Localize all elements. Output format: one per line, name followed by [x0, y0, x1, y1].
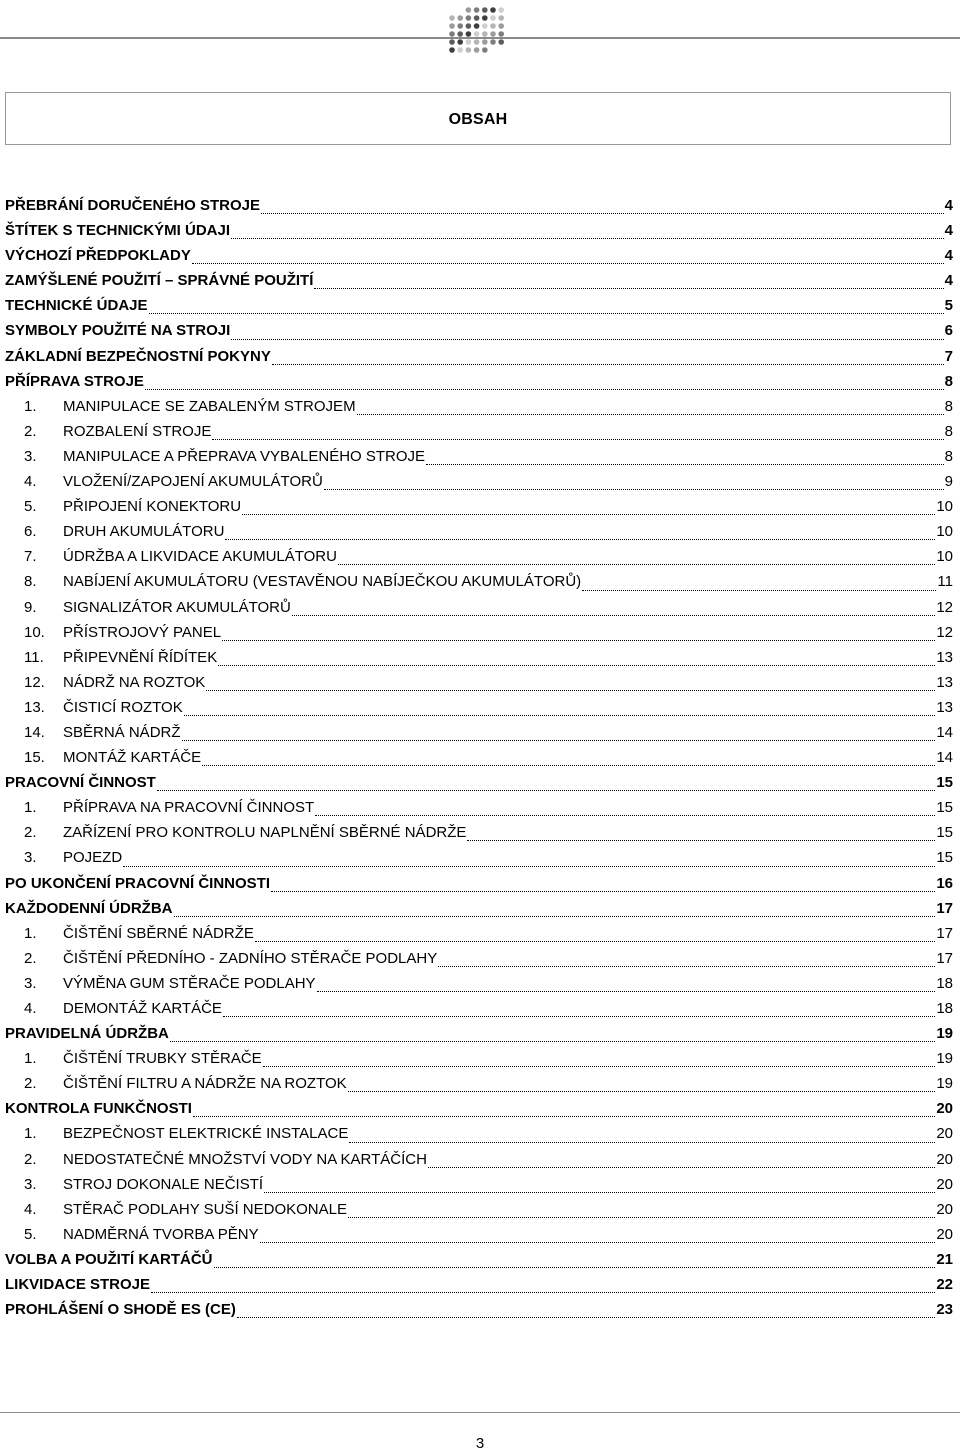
toc-entry[interactable]: [5, 724, 953, 749]
toc-dot-leader: [218, 664, 935, 666]
toc-dot-leader: [317, 990, 936, 992]
toc-entry[interactable]: [5, 1000, 953, 1025]
toc-entry-page: 14: [936, 749, 953, 767]
logo-dot: [482, 47, 488, 53]
toc-entry[interactable]: [5, 1301, 953, 1326]
toc-entry-title: DRUH AKUMULÁTORU: [63, 523, 225, 541]
toc-entry-number: 5.: [24, 498, 37, 516]
toc-entry[interactable]: [5, 875, 953, 900]
toc-entry-title: PROHLÁŠENÍ O SHODĚ ES (CE): [5, 1301, 236, 1319]
toc-dot-leader: [157, 789, 935, 791]
toc-entry-title: KAŽDODENNÍ ÚDRŽBA: [5, 899, 173, 917]
toc-dot-leader: [438, 965, 935, 967]
toc-entry-page: 15: [936, 824, 953, 842]
toc-dot-leader: [349, 1141, 935, 1143]
toc-dot-leader: [151, 1291, 935, 1293]
toc-entry-page: 20: [936, 1100, 953, 1118]
toc-entry[interactable]: [5, 1050, 953, 1075]
logo-dot: [490, 23, 496, 29]
toc-entry-title: KONTROLA FUNKČNOSTI: [5, 1100, 192, 1118]
toc-entry[interactable]: [5, 1201, 953, 1226]
toc-dot-leader: [242, 513, 935, 515]
toc-entry-title: SYMBOLY POUŽITÉ NA STROJI: [5, 322, 231, 340]
toc-entry[interactable]: [5, 1025, 953, 1050]
toc-entry[interactable]: [5, 749, 953, 774]
toc-dot-leader: [426, 463, 944, 465]
logo-dot: [490, 31, 496, 37]
logo-dot: [466, 23, 472, 29]
toc-entry-page: 21: [936, 1250, 953, 1268]
toc-entry-page: 22: [936, 1276, 953, 1294]
toc-entry[interactable]: [5, 925, 953, 950]
toc-entry[interactable]: [5, 599, 953, 624]
toc-entry-title: PO UKONČENÍ PRACOVNÍ ČINNOSTI: [5, 874, 271, 892]
toc-entry-title: ČIŠTĚNÍ TRUBKY STĚRAČE: [63, 1050, 262, 1068]
toc-entry-page: 8: [944, 422, 953, 440]
logo-dot: [482, 15, 488, 21]
toc-entry[interactable]: [5, 222, 953, 247]
toc-entry-title: ZAŘÍZENÍ PRO KONTROLU NAPLNĚNÍ SBĚRNÉ NÁDRŽE: [63, 824, 467, 842]
toc-entry-page: 12: [936, 598, 953, 616]
toc-dot-leader: [582, 589, 936, 591]
toc-entry-page: 20: [936, 1175, 953, 1193]
table-of-contents: [5, 197, 953, 1326]
toc-entry-page: 23: [936, 1301, 953, 1319]
toc-dot-leader: [263, 1065, 936, 1067]
logo-dot: [498, 31, 504, 37]
toc-entry[interactable]: [5, 523, 953, 548]
toc-entry-page: 15: [936, 774, 953, 792]
toc-entry[interactable]: [5, 1176, 953, 1201]
toc-entry[interactable]: [5, 348, 953, 373]
toc-dot-leader: [184, 714, 936, 716]
toc-entry-number: 15.: [24, 749, 45, 767]
toc-entry[interactable]: [5, 1125, 953, 1150]
logo-dot: [449, 39, 455, 45]
toc-entry-title: ČIŠTĚNÍ FILTRU A NÁDRŽE NA ROZTOK: [63, 1075, 347, 1093]
toc-entry-title: STĚRAČ PODLAHY SUŠÍ NEDOKONALE: [63, 1200, 347, 1218]
toc-entry-title: PŘEBRÁNÍ DORUČENÉHO STROJE: [5, 197, 261, 214]
toc-dot-leader: [202, 764, 935, 766]
logo-dot: [490, 7, 496, 13]
toc-entry[interactable]: [5, 423, 953, 448]
toc-entry-number: 12.: [24, 673, 45, 691]
toc-dot-leader: [149, 312, 944, 314]
toc-entry[interactable]: [5, 548, 953, 573]
toc-entry[interactable]: [5, 849, 953, 874]
toc-dot-leader: [348, 1216, 935, 1218]
logo-dot: [482, 7, 488, 13]
toc-entry-page: 18: [936, 1000, 953, 1017]
toc-dot-leader: [231, 237, 944, 239]
toc-entry-page: 4: [944, 247, 953, 265]
toc-entry[interactable]: [5, 1151, 953, 1176]
toc-entry-title: ČIŠTĚNÍ SBĚRNÉ NÁDRŽE: [63, 924, 254, 942]
toc-entry-title: PŘÍPRAVA NA PRACOVNÍ ČINNOST: [63, 799, 315, 817]
toc-entry-title: MANIPULACE A PŘEPRAVA VYBALENÉHO STROJE: [63, 447, 426, 465]
toc-entry-title: SIGNALIZÁTOR AKUMULÁTORŮ: [63, 598, 291, 616]
toc-entry-page: 15: [936, 849, 953, 867]
toc-dot-leader: [212, 438, 943, 440]
toc-entry[interactable]: [5, 448, 953, 473]
toc-entry-number: 4.: [24, 1200, 37, 1218]
toc-entry-page: 8: [944, 372, 953, 390]
logo-dot: [457, 23, 463, 29]
logo-dot: [498, 7, 504, 13]
toc-entry-number: 7.: [24, 548, 37, 566]
toc-entry-page: 17: [936, 949, 953, 967]
logo-dot: [474, 7, 480, 13]
toc-entry-number: 6.: [24, 523, 37, 541]
toc-entry-page: 10: [936, 548, 953, 566]
logo-dot: [466, 47, 472, 53]
toc-dot-leader: [193, 1115, 935, 1117]
toc-dot-leader: [255, 940, 935, 942]
toc-entry[interactable]: [5, 1075, 953, 1100]
toc-dot-leader: [428, 1166, 935, 1168]
toc-entry-page: 4: [944, 272, 953, 290]
toc-entry-title: PŘIPEVNĚNÍ ŘÍDÍTEK: [63, 648, 218, 666]
toc-entry-page: 20: [936, 1200, 953, 1218]
toc-entry[interactable]: [5, 1251, 953, 1276]
toc-entry-page: 6: [944, 322, 953, 340]
toc-entry-number: 2.: [24, 1150, 37, 1168]
toc-entry-title: ČIŠTĚNÍ PŘEDNÍHO - ZADNÍHO STĚRAČE PODLAHY: [63, 949, 438, 967]
logo-dot: [482, 31, 488, 37]
toc-entry-page: 15: [936, 799, 953, 817]
toc-dot-leader: [315, 814, 935, 816]
toc-entry-number: 1.: [24, 397, 37, 415]
toc-entry-number: 1.: [24, 1050, 37, 1068]
toc-entry-title: POJEZD: [63, 849, 123, 867]
toc-entry[interactable]: [5, 322, 953, 347]
logo-dot: [474, 15, 480, 21]
toc-dot-leader: [260, 1241, 936, 1243]
toc-entry[interactable]: [5, 197, 953, 222]
toc-dot-leader: [225, 538, 935, 540]
toc-entry[interactable]: [5, 950, 953, 975]
toc-dot-leader: [261, 212, 944, 214]
toc-entry[interactable]: [5, 573, 953, 598]
toc-dot-leader: [314, 287, 943, 289]
logo-dot: [490, 39, 496, 45]
logo-dot: [449, 31, 455, 37]
toc-entry-title: NADMĚRNÁ TVORBA PĚNY: [63, 1225, 259, 1243]
toc-entry[interactable]: [5, 297, 953, 322]
toc-dot-leader: [264, 1191, 935, 1193]
logo-dot: [449, 15, 455, 21]
toc-dot-leader: [182, 739, 936, 741]
toc-dot-leader: [214, 1266, 936, 1268]
toc-entry-number: 2.: [24, 422, 37, 440]
toc-entry-title: MANIPULACE SE ZABALENÝM STROJEM: [63, 397, 356, 415]
toc-entry-title: DEMONTÁŽ KARTÁČE: [63, 1000, 222, 1017]
toc-entry-number: 3.: [24, 849, 37, 867]
page-number: 3: [475, 1435, 485, 1452]
toc-entry-number: 3.: [24, 447, 37, 465]
logo-dot: [482, 39, 488, 45]
toc-entry-number: 4.: [24, 473, 37, 491]
logo-dot: [466, 39, 472, 45]
toc-entry-number: 1.: [24, 924, 37, 942]
header-rule: [0, 37, 960, 39]
toc-entry[interactable]: [5, 373, 953, 398]
toc-entry[interactable]: [5, 624, 953, 649]
toc-entry-title: VÝMĚNA GUM STĚRAČE PODLAHY: [63, 974, 316, 992]
toc-entry-page: 5: [944, 297, 953, 315]
footer-rule: [0, 1412, 960, 1413]
logo-dot: [466, 15, 472, 21]
toc-entry-page: 17: [936, 899, 953, 917]
toc-entry-number: 4.: [24, 1000, 37, 1017]
toc-entry[interactable]: [5, 649, 953, 674]
toc-entry[interactable]: [5, 824, 953, 849]
toc-entry-page: 12: [936, 623, 953, 641]
title-box: [5, 92, 951, 145]
toc-entry-title: LIKVIDACE STROJE: [5, 1276, 151, 1294]
toc-entry-title: MONTÁŽ KARTÁČE: [63, 749, 202, 767]
toc-entry-page: 18: [936, 974, 953, 992]
header-logo: [446, 4, 508, 56]
toc-dot-leader: [170, 1040, 935, 1042]
toc-entry-page: 10: [936, 523, 953, 541]
toc-entry-page: 4: [944, 197, 953, 214]
toc-entry-title: TECHNICKÉ ÚDAJE: [5, 297, 148, 315]
toc-entry-page: 19: [936, 1025, 953, 1043]
toc-dot-leader: [272, 363, 944, 365]
toc-dot-leader: [292, 614, 935, 616]
toc-entry-title: ŠTÍTEK S TECHNICKÝMI ÚDAJI: [5, 222, 231, 240]
toc-dot-leader: [222, 639, 935, 641]
toc-entry-number: 10.: [24, 623, 45, 641]
toc-dot-leader: [223, 1015, 935, 1017]
toc-entry-title: ROZBALENÍ STROJE: [63, 422, 212, 440]
toc-entry-page: 9: [944, 473, 953, 491]
toc-entry-number: 8.: [24, 573, 37, 591]
toc-dot-leader: [338, 563, 935, 565]
toc-entry[interactable]: [5, 975, 953, 1000]
toc-entry-page: 16: [936, 874, 953, 892]
toc-entry-page: 17: [936, 924, 953, 942]
logo-dot: [498, 23, 504, 29]
toc-entry-title: NABÍJENÍ AKUMULÁTORU (VESTAVĚNOU NABÍJEČKOU AKUMULÁTORŮ): [63, 573, 582, 591]
toc-entry[interactable]: [5, 272, 953, 297]
toc-entry-number: 3.: [24, 1175, 37, 1193]
toc-entry-number: 11.: [24, 648, 44, 666]
toc-dot-leader: [271, 890, 935, 892]
toc-entry-number: 14.: [24, 723, 45, 741]
toc-entry-title: ZAMÝŠLENÉ POUŽITÍ – SPRÁVNÉ POUŽITÍ: [5, 272, 314, 290]
toc-entry-page: 4: [944, 222, 953, 240]
toc-dot-leader: [206, 689, 935, 691]
logo-dot: [457, 15, 463, 21]
logo-dot: [449, 47, 455, 53]
toc-entry-page: 10: [936, 498, 953, 516]
toc-entry-title: PŘÍSTROJOVÝ PANEL: [63, 623, 222, 641]
logo-dot: [474, 23, 480, 29]
toc-entry-page: 13: [936, 673, 953, 691]
toc-entry-number: 1.: [24, 1125, 37, 1143]
logo-dot: [474, 47, 480, 53]
toc-dot-leader: [324, 488, 944, 490]
toc-entry-number: 13.: [24, 698, 45, 716]
toc-entry[interactable]: [5, 473, 953, 498]
toc-entry-number: 2.: [24, 824, 37, 842]
toc-entry[interactable]: [5, 398, 953, 423]
toc-entry-page: 8: [944, 397, 953, 415]
toc-entry-page: 13: [936, 648, 953, 666]
logo-dot: [466, 31, 472, 37]
logo-dot: [482, 23, 488, 29]
toc-dot-leader: [231, 338, 943, 340]
toc-entry-number: 9.: [24, 598, 37, 616]
toc-entry-title: NEDOSTATEČNÉ MNOŽSTVÍ VODY NA KARTÁČÍCH: [63, 1150, 427, 1168]
toc-entry-number: 1.: [24, 799, 37, 817]
toc-entry-page: 13: [936, 698, 953, 716]
toc-entry-title: BEZPEČNOST ELEKTRICKÉ INSTALACE: [63, 1125, 349, 1143]
toc-entry[interactable]: [5, 774, 953, 799]
toc-entry-page: 19: [936, 1075, 953, 1093]
toc-entry[interactable]: [5, 498, 953, 523]
toc-dot-leader: [348, 1090, 936, 1092]
toc-entry[interactable]: [5, 1100, 953, 1125]
toc-entry-page: 8: [944, 447, 953, 465]
logo-dot: [457, 31, 463, 37]
logo-dot: [457, 47, 463, 53]
logo-dot: [474, 31, 480, 37]
toc-entry-title: SBĚRNÁ NÁDRŽ: [63, 723, 181, 741]
logo-dot: [466, 7, 472, 13]
toc-entry-number: 2.: [24, 949, 37, 967]
toc-entry-title: STROJ DOKONALE NEČISTÍ: [63, 1175, 264, 1193]
toc-entry-number: 2.: [24, 1075, 37, 1093]
toc-entry-title: PŘIPOJENÍ KONEKTORU: [63, 498, 242, 516]
toc-entry-page: 20: [936, 1225, 953, 1243]
toc-entry-page: 20: [936, 1150, 953, 1168]
logo-dot: [449, 23, 455, 29]
toc-entry-title: ZÁKLADNÍ BEZPEČNOSTNÍ POKYNY: [5, 347, 271, 365]
toc-entry-title: VLOŽENÍ/ZAPOJENÍ AKUMULÁTORŮ: [63, 473, 323, 491]
toc-entry-title: PRACOVNÍ ČINNOST: [5, 774, 156, 792]
toc-entry-title: ÚDRŽBA A LIKVIDACE AKUMULÁTORU: [63, 548, 337, 566]
toc-dot-leader: [237, 1316, 935, 1318]
toc-entry-title: VOLBA A POUŽITÍ KARTÁČŮ: [5, 1250, 213, 1268]
logo-dot: [498, 39, 504, 45]
toc-dot-leader: [467, 839, 935, 841]
toc-entry[interactable]: [5, 674, 953, 699]
toc-dot-leader: [145, 388, 944, 390]
toc-entry-page: 14: [936, 723, 953, 741]
toc-dot-leader: [174, 915, 936, 917]
toc-entry-page: 11: [937, 573, 953, 591]
toc-entry[interactable]: [5, 900, 953, 925]
toc-entry-page: 7: [944, 347, 953, 365]
logo-dot: [474, 39, 480, 45]
toc-entry-title: VÝCHOZÍ PŘEDPOKLADY: [5, 247, 191, 265]
toc-entry[interactable]: [5, 247, 953, 272]
toc-entry-title: NÁDRŽ NA ROZTOK: [63, 673, 206, 691]
logo-dot: [457, 39, 463, 45]
toc-dot-leader: [357, 413, 944, 415]
toc-entry-title: PŘÍPRAVA STROJE: [5, 372, 144, 390]
toc-entry[interactable]: [5, 1276, 953, 1301]
toc-entry[interactable]: [5, 799, 953, 824]
toc-entry-title: PRAVIDELNÁ ÚDRŽBA: [5, 1025, 169, 1043]
logo-dot: [490, 15, 496, 21]
toc-entry-number: 3.: [24, 974, 37, 992]
page-title: OBSAH: [448, 111, 508, 128]
toc-entry-title: ČISTICÍ ROZTOK: [63, 698, 183, 716]
toc-entry-page: 20: [936, 1125, 953, 1143]
toc-dot-leader: [192, 262, 944, 264]
toc-entry[interactable]: [5, 1226, 953, 1251]
toc-entry-number: 5.: [24, 1225, 37, 1243]
toc-entry-page: 19: [936, 1050, 953, 1068]
logo-dot: [498, 15, 504, 21]
toc-entry[interactable]: [5, 699, 953, 724]
toc-dot-leader: [123, 865, 935, 867]
